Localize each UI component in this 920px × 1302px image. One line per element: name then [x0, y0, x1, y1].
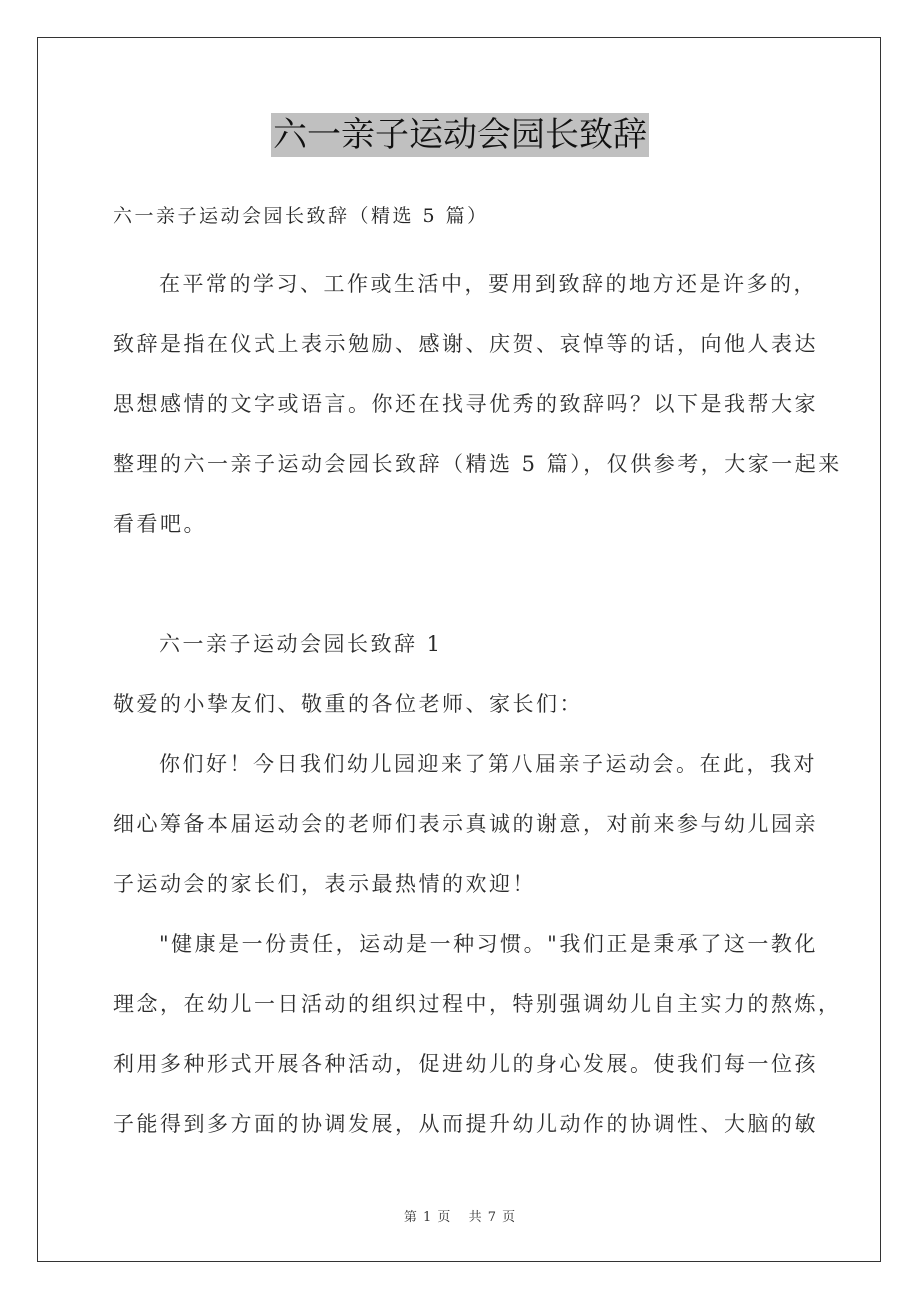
- paragraph-2: [113, 914, 842, 1154]
- text-line: 致辞是指在仪式上表示勉励、感谢、庆贺、哀悼等的话，向他人表达: [113, 332, 818, 356]
- text-line: 在平常的学习、工作或生活中，要用到致辞的地方还是许多的，: [159, 272, 817, 296]
- document-body: [113, 196, 842, 1154]
- title-container: [0, 113, 920, 157]
- salutation: 敬爱的小挚友们、敬重的各位老师、家长们：: [113, 692, 583, 716]
- text-line: 细心筹备本届运动会的老师们表示真诚的谢意，对前来参与幼儿园亲: [113, 812, 818, 836]
- total-pages-label: 共 7 页: [468, 1210, 517, 1225]
- page-footer: [0, 1206, 920, 1225]
- spacer: [113, 554, 813, 614]
- text-line: 思想感情的文字或语言。你还在找寻优秀的致辞吗？以下是我帮大家: [113, 392, 818, 416]
- document-subtitle: 六一亲子运动会园长致辞（精选 5 篇）: [113, 205, 489, 227]
- section-heading: 六一亲子运动会园长致辞 1: [159, 632, 443, 656]
- document-title: 六一亲子运动会园长致辞: [273, 115, 647, 155]
- text-line: 子能得到多方面的协调发展，从而提升幼儿动作的协调性、大脑的敏: [113, 1112, 818, 1136]
- current-page-label: 第 1 页: [403, 1210, 452, 1225]
- text-line: 整理的六一亲子运动会园长致辞（精选 5 篇），仅供参考，大家一起来: [113, 452, 842, 476]
- text-line: 你们好！今日我们幼儿园迎来了第八届亲子运动会。在此，我对: [159, 752, 817, 776]
- text-line: 子运动会的家长们，表示最热情的欢迎！: [113, 872, 536, 896]
- text-line: 看看吧。: [113, 512, 207, 536]
- intro-paragraph: [113, 254, 842, 554]
- text-line: "健康是一份责任，运动是一种习惯。"我们正是秉承了这一教化: [159, 932, 818, 956]
- text-line: 利用多种形式开展各种活动，促进幼儿的身心发展。使我们每一位孩: [113, 1052, 818, 1076]
- text-line: 理念，在幼儿一日活动的组织过程中，特别强调幼儿自主实力的熬炼，: [113, 992, 842, 1016]
- paragraph-1: [113, 734, 818, 914]
